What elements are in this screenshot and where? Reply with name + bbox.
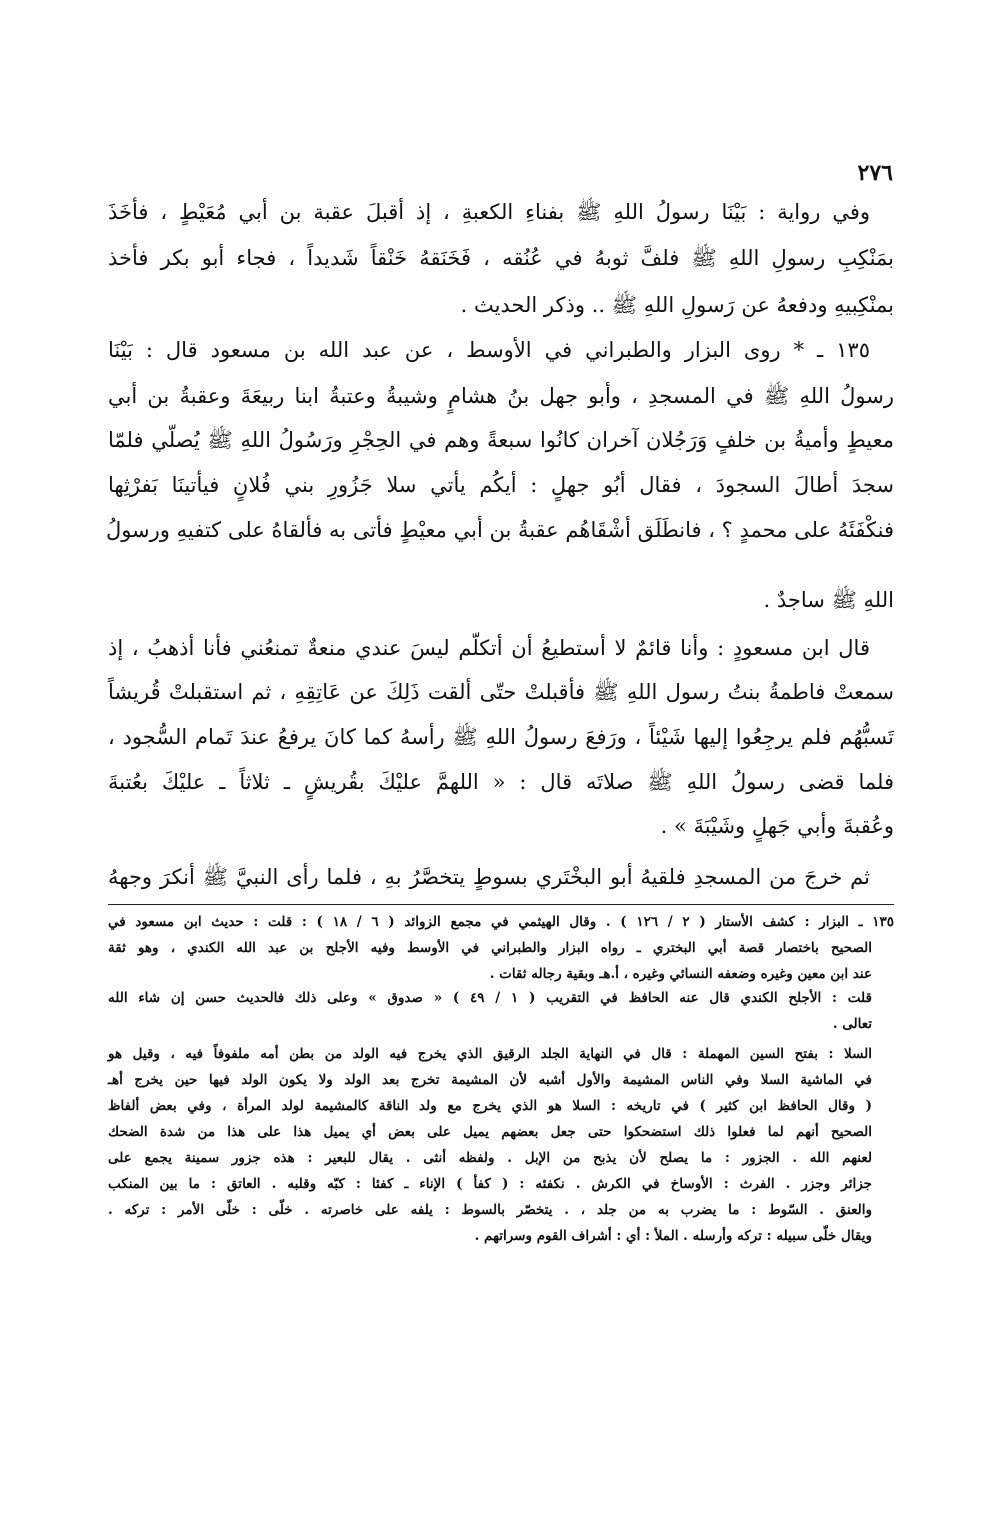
text-line: اللهِ ﷺ ساجدٌ . bbox=[763, 588, 894, 612]
footnote-line: ويقال خلّى سبيله : تركه وأرسله . الملأ : أي : أشراف القوم وسراتهم . bbox=[474, 1228, 872, 1244]
footnote-line: جزائر وجزر . الفرث : الأوساخ في الكرش . نكفئه : ( كفأ ) الإناء ـ كفئا : كبّه وقلبه . العاتق : ما بين المنكب bbox=[108, 1176, 872, 1192]
footnote-line: في الماشية السلا وفي الناس المشيمة والأول أشبه لأن المشيمة تخرج بعد الولد ولا يكون الولد فيها حين يخرج أهـ bbox=[108, 1072, 872, 1088]
footnote-line: عند ابن معين وغيره وضعفه النسائي وغيره ، أ.هـ وبقية رجاله ثقات . bbox=[489, 966, 872, 982]
footnote-line: لعنهم الله . الجزور : ما يصلح لأن يذبح من الإبل . ولفظه أنثى . يقال للبعير : هذه جزور سمينة يجمع على bbox=[108, 1150, 872, 1166]
footnote-divider bbox=[108, 904, 894, 905]
text-line: فلما قضى رسولُ اللهِ ﷺ صلاتَه قال : « اللهمَّ عليْكَ بقُريشٍ ـ ثلاثاً ـ عليْكَ بعُتبةَ bbox=[108, 770, 894, 794]
text-line: سجدَ أطالَ السجودَ ، فقال أبُو جهلٍ : أيكُم يأتي سلا جَزُورِ بني فُلانٍ فيأتينَا بَفرْثِها bbox=[108, 473, 894, 497]
page-number: ٢٧٦ bbox=[857, 160, 893, 186]
footnote-line: ١٣٥ ـ البزار : كشف الأستار ( ٢ / ١٢٦ ) . وقال الهيثمي في مجمع الزوائد ( ٦ / ١٨ ) : قلت : حديث ابن مسعود في bbox=[108, 914, 894, 930]
text-line: رسولُ اللهِ ﷺ في المسجدِ ، وأبو جهل بنُ هشامٍ وشيبةُ وعتبةُ ابنا ربيعَةَ وعقبةُ بن أبي bbox=[108, 384, 894, 408]
footnote-line: تعالى . bbox=[832, 1016, 872, 1032]
text-line: سمعتْ فاطمةُ بنتُ رسول اللهِ ﷺ فأقبلتْ حتّى ألقت ذَلِكَ عن عَاتِقِهِ ، ثم استقبلتْ قُريشاً bbox=[108, 680, 894, 704]
footnote-line: قلت : الأجلح الكندي قال عنه الحافظ في التقريب ( ١ / ٤٩ ) « صدوق » وعلى ذلك فالحديث حسن إن شاء الله bbox=[108, 990, 872, 1006]
footnote-line: السلا : بفتح السين المهملة : قال في النهاية الجلد الرقيق الذي يخرج فيه الولد من بطن أمه ملفوفاً فيه ، وقيل هو bbox=[108, 1046, 872, 1062]
text-line: بمنْكِبيهِ ودفعهُ عن رَسولِ اللهِ ﷺ .. وذكر الحديث . bbox=[460, 293, 894, 317]
footnote-line: الصحيح باختصار قصة أبي البختري ـ رواه البزار والطبراني في الأوسط وفيه الأجلح بن عبد الله الكندي ، وهو ثقة bbox=[108, 940, 872, 956]
text-line: فنكْفَئَهُ على محمدٍ ؟ ، فانطَلَق أشْقَاهُم عقبةُ بن أبي معيْطٍ فأتى به فألقاهُ على كتفيهِ ورسولُ bbox=[105, 518, 894, 542]
footnote-line: والعنق . السّوط : ما يضرب به من جلد ، . يتخصّر بالسوط : يلفه على خاصرته . خلّى : خلّى الأمر : تركه . bbox=[108, 1202, 872, 1218]
text-line: وفي رواية : بَيْنَا رسولُ اللهِ ﷺ بفناءِ الكعبةِ ، إذ أقبلَ عقبة بن أبي مُعَيْطٍ ، فأخَذَ bbox=[108, 200, 870, 224]
footnote-line: الصحيح أنهم لما فعلوا ذلك استضحكوا حتى جعل بعضهم يميل على بعض أي يميل هذا على هذا من شدة الضحك bbox=[108, 1124, 872, 1140]
text-line: معيطٍ وأميةُ بن خلفٍ وَرَجُلان آخران كانُوا سبعةً وهم في الحِجْرِ ورَسُولُ اللهِ ﷺ يُصلّي فلمّا bbox=[108, 428, 894, 452]
text-line: ١٣٥ ـ * روى البزار والطبراني في الأوسط ، عن عبد الله بن مسعود قال : بَيْنَا bbox=[108, 338, 870, 362]
text-line: بمَنْكِبِ رسولِ اللهِ ﷺ فلفَّ ثوبهُ في عُنُقه ، فَخَنَقهُ خَنْقاً شَديداً ، فجاء أبو بكر فأخذ bbox=[108, 246, 894, 270]
text-line: تَسبُّهُم فلم يرجِعُوا إليها شَيْئاً ، ورَفعَ رسولُ اللهِ ﷺ رأسهُ كما كانَ يرفعُ عندَ تَمام السُّجود ، bbox=[108, 725, 894, 749]
footnote-line: ( وقال الحافظ ابن كثير ) في تاريخه : السلا هو الذي يخرج مع ولد الناقة كالمشيمة لولد المرأة ، وفي بعض ألفاظ bbox=[108, 1098, 872, 1114]
text-line: ثم خرجَ من المسجدِ فلقيهُ أبو البخْتَري بسوطٍ يتخصَّرُ بهِ ، فلما رأى النبيَّ ﷺ أنكرَ وجههُ bbox=[108, 865, 870, 889]
text-line: قال ابن مسعودٍ : وأنا قائمٌ لا أستطيعُ أن أتكلّم ليسَ عندي منعةٌ تمنعُني فأنا أذهبُ ، إذ bbox=[108, 636, 870, 660]
text-line: وعُقبةَ وأبي جَهلٍ وشَيْبَةَ » . bbox=[660, 814, 894, 838]
